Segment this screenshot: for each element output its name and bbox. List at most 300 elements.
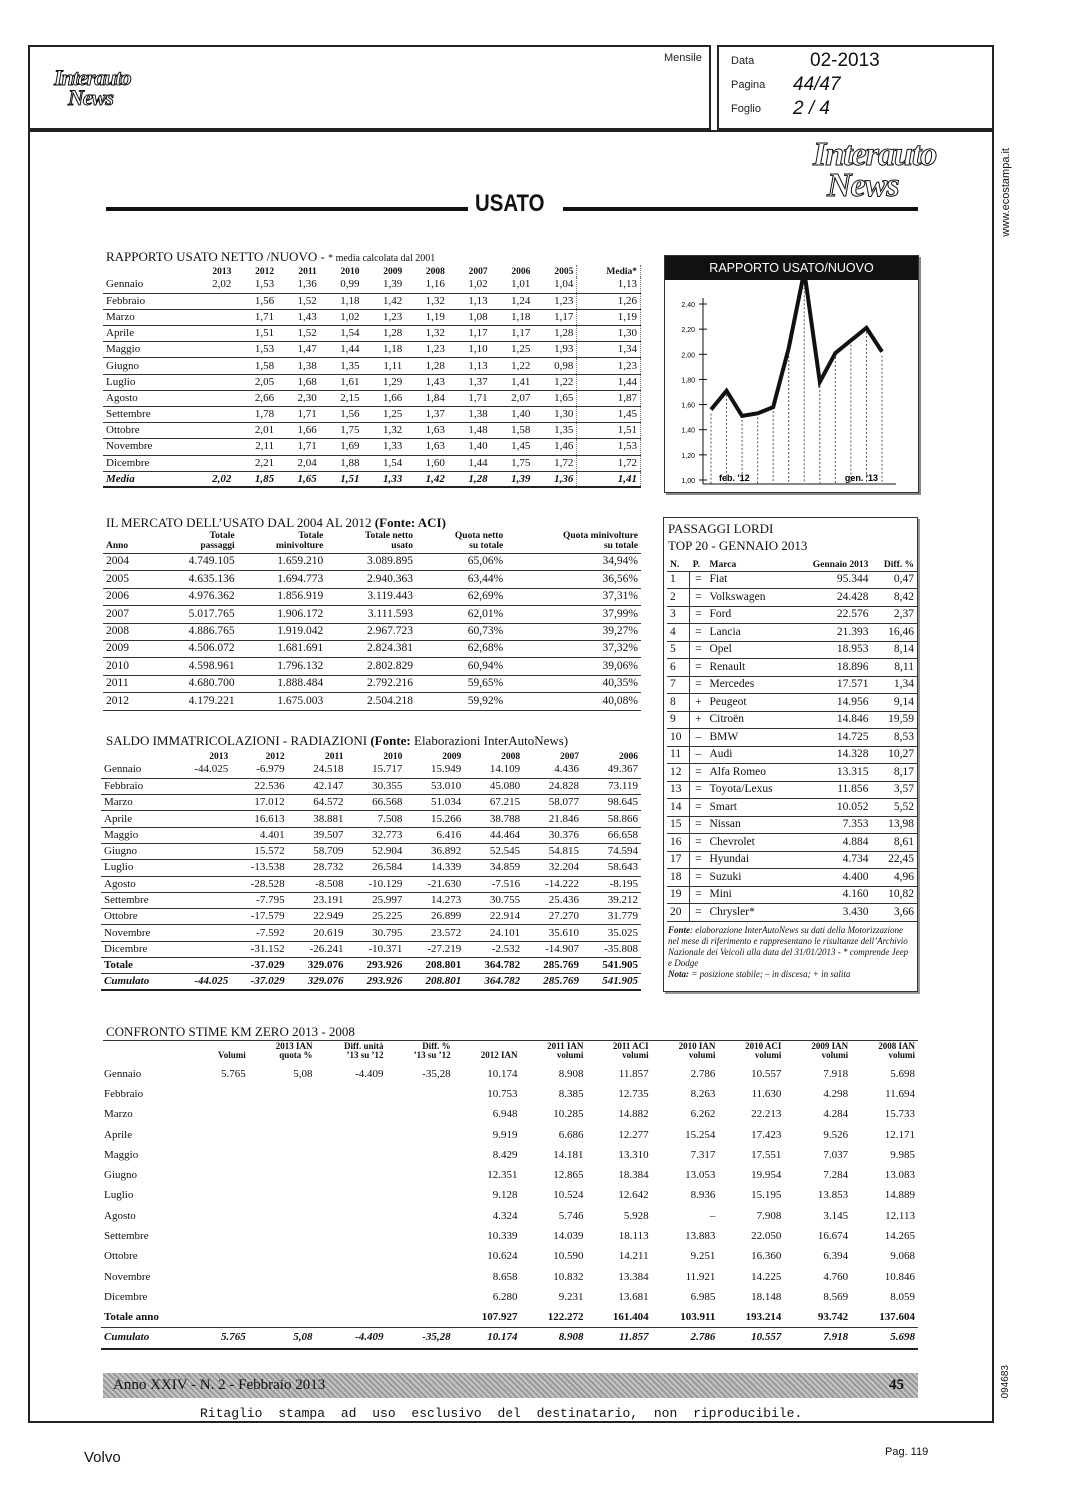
- table-row: [103, 374, 641, 390]
- table-cell: 11.857: [618, 1067, 649, 1080]
- table-cell: 2,04: [277, 455, 320, 471]
- table-cell: 36.892: [405, 843, 464, 859]
- table-cell: 38.788: [464, 811, 523, 827]
- table-cell: 58.077: [523, 795, 582, 811]
- table-cell: 9: [667, 711, 690, 729]
- table-cell: 65,06%: [416, 554, 506, 571]
- table-cell: 1.681.691: [238, 640, 327, 657]
- table-cell: Chrysler*: [706, 904, 793, 922]
- table-cell: 364.782: [464, 958, 523, 974]
- table-cell: 1,32: [363, 423, 406, 439]
- table-cell: 1,75: [320, 423, 363, 439]
- column-header: [506, 532, 641, 554]
- table-cell: 18.113: [618, 1230, 649, 1243]
- x-label-start: feb. '12: [719, 473, 750, 483]
- table-cell: 26.899: [405, 909, 464, 925]
- table-cell: 51.034: [405, 795, 464, 811]
- header-line: 2010 IAN: [678, 1041, 716, 1051]
- table-cell: 66.658: [582, 827, 641, 843]
- table-cell: 541.905: [582, 974, 641, 990]
- table-cell: =: [690, 816, 707, 834]
- table-cell: 6.948: [492, 1108, 518, 1121]
- table-cell: 8,11: [871, 659, 917, 677]
- table-row: [103, 309, 641, 325]
- table-cell: =: [690, 851, 707, 869]
- table-cell: -37.029: [231, 974, 287, 990]
- header-line: Volumi: [218, 1050, 246, 1060]
- table-cell: 1,42: [363, 293, 406, 309]
- table-cell: Settembre: [101, 892, 175, 908]
- header-line: 2008 IAN: [878, 1041, 915, 1051]
- table-cell: 2004: [103, 554, 151, 571]
- table-cell: 15.266: [405, 811, 464, 827]
- usato-rule-left: [106, 207, 468, 211]
- table-row: [101, 1125, 918, 1145]
- table-cell: 1,43: [277, 309, 320, 325]
- table-cell: 16: [667, 834, 690, 852]
- table-cell: 1,61: [320, 374, 363, 390]
- table-cell: 1,23: [405, 342, 448, 358]
- table-cell: 1,02: [320, 309, 363, 325]
- table-cell: 8,14: [871, 641, 917, 659]
- table-cell: 1,11: [363, 358, 406, 374]
- table-cell: =: [690, 869, 707, 887]
- table-cell: 329.076: [288, 958, 347, 974]
- table-cell: 15.195: [751, 1189, 782, 1202]
- table-cell: 2,66: [234, 390, 277, 406]
- header-line: Totale: [209, 531, 235, 541]
- table-cell: 2.824.381: [326, 640, 416, 657]
- table-cell: 4.886.765: [151, 623, 237, 640]
- table-cell: 15.733: [884, 1108, 915, 1121]
- table-cell: –: [690, 729, 707, 747]
- table-cell: -17.579: [231, 909, 287, 925]
- column-header: Media*: [577, 265, 641, 277]
- table-cell: 1,36: [277, 277, 320, 293]
- table-cell: 58.709: [288, 843, 347, 859]
- table-cell: 1,66: [363, 390, 406, 406]
- table-cell: =: [690, 571, 707, 589]
- table-cell: Gennaio: [104, 1067, 142, 1080]
- table-cell: 3.089.895: [326, 554, 416, 571]
- table-cell: 10.624: [487, 1250, 518, 1263]
- table-cell: 1,88: [320, 455, 363, 471]
- table-cell: 53.010: [405, 778, 464, 794]
- table-cell: 12: [667, 764, 690, 782]
- table-cell: Volkswagen: [706, 589, 793, 607]
- table-row: [101, 811, 641, 827]
- y-tick-label: 2,20: [681, 327, 695, 335]
- table-cell: 31.779: [582, 909, 641, 925]
- table-cell: 1,38: [277, 358, 320, 374]
- table-cell: 1,51: [234, 326, 277, 342]
- table-cell: [249, 1308, 316, 1328]
- column-header: 2008: [501, 751, 521, 762]
- table-cell: [315, 1105, 386, 1125]
- table-cell: 2008: [103, 623, 151, 640]
- table-cell: Luglio: [104, 1189, 134, 1202]
- table-cell: 8,17: [871, 764, 917, 782]
- table-cell: 1,66: [277, 423, 320, 439]
- series-line: [711, 280, 882, 416]
- table-cell: 1,42: [405, 471, 448, 487]
- table-row: [103, 326, 641, 342]
- table-cell: 1,13: [448, 293, 491, 309]
- table-cell: 7.317: [690, 1148, 716, 1161]
- disclaimer: Ritaglio stampa ad uso esclusivo del destinatario, non riproducibile.: [200, 1406, 803, 1421]
- table-cell: 8,42: [871, 589, 917, 607]
- table-row: [667, 869, 917, 887]
- table-row: [101, 1186, 918, 1206]
- table-cell: 10.846: [884, 1270, 915, 1283]
- table-cell: 26.584: [346, 860, 405, 876]
- table-row: [101, 1247, 918, 1267]
- table-cell: 13.384: [618, 1270, 649, 1283]
- table-cell: [315, 1206, 386, 1226]
- table-cell: =: [690, 641, 707, 659]
- table-cell: 1,30: [577, 326, 641, 342]
- table-cell: 14.882: [618, 1108, 649, 1121]
- table-cell: =: [690, 799, 707, 817]
- table-cell: 1,68: [277, 374, 320, 390]
- table-cell: 13: [667, 781, 690, 799]
- saldo-title: SALDO IMMATRICOLAZIONI - RADIAZIONI (Fonte: Elaborazioni InterAutoNews): [106, 733, 569, 748]
- table-cell: 17.571: [794, 676, 872, 694]
- table-cell: Novembre: [103, 439, 192, 455]
- table-cell: 4.160: [794, 886, 872, 904]
- table-cell: [315, 1287, 386, 1307]
- table-cell: 8.658: [492, 1270, 518, 1283]
- table-cell: 4.749.105: [151, 554, 237, 571]
- column-header: [718, 1042, 784, 1064]
- table-cell: 1,63: [405, 423, 448, 439]
- table-cell: 4: [667, 624, 690, 642]
- table-cell: 1,18: [320, 293, 363, 309]
- rapporto-chart: [664, 255, 919, 493]
- table-cell: 20: [667, 904, 690, 922]
- table-cell: [192, 455, 235, 471]
- section-title-usato: USATO: [475, 190, 545, 217]
- table-cell: 37,99%: [506, 606, 641, 623]
- table-cell: 62,68%: [416, 640, 506, 657]
- table-row: [101, 1206, 918, 1226]
- table-cell: 2007: [103, 606, 151, 623]
- table-cell: 3: [667, 606, 690, 624]
- table-cell: 6.686: [558, 1128, 584, 1141]
- column-header: [784, 1042, 851, 1064]
- table-cell: 16.613: [231, 811, 287, 827]
- table-cell: 12.351: [487, 1169, 518, 1182]
- table-cell: 1,25: [363, 407, 406, 423]
- column-header: 2008: [425, 266, 445, 277]
- table-cell: 1,58: [234, 358, 277, 374]
- table-cell: 15.717: [346, 762, 405, 778]
- header-line: volumi: [754, 1050, 782, 1060]
- table-row: [103, 407, 641, 423]
- table-cell: [315, 1084, 386, 1104]
- table-cell: 42.147: [288, 778, 347, 794]
- table-cell: Chevrolet: [706, 834, 793, 852]
- pagina-value: 44/47: [793, 74, 841, 95]
- table-cell: 1: [667, 571, 690, 589]
- table-cell: 52.545: [464, 843, 523, 859]
- table-cell: [387, 1186, 454, 1206]
- table-cell: =: [690, 676, 707, 694]
- table-cell: 1,39: [491, 471, 534, 487]
- column-header: N.: [667, 557, 690, 571]
- table-cell: [192, 374, 235, 390]
- table-cell: [249, 1084, 316, 1104]
- table-row: [101, 909, 641, 925]
- header-line: 2010 ACI: [745, 1041, 782, 1051]
- interauto-logo-small: Interauto News: [54, 65, 131, 110]
- table-cell: 21.846: [523, 811, 582, 827]
- table-cell: 52.904: [346, 843, 405, 859]
- table-cell: [175, 958, 231, 974]
- table-cell: 22.949: [288, 909, 347, 925]
- table-cell: 1,19: [577, 309, 641, 325]
- table-cell: 11.857: [586, 1328, 651, 1349]
- table-cell: -8.508: [288, 876, 347, 892]
- table-cell: 10.557: [718, 1328, 784, 1349]
- table-row: [101, 1145, 918, 1165]
- table-cell: 1.888.484: [238, 675, 327, 692]
- table-row: [101, 778, 641, 794]
- table-cell: [387, 1125, 454, 1145]
- table-cell: 4.179.221: [151, 693, 237, 710]
- table-cell: -13.538: [231, 860, 287, 876]
- header-line: Totale: [298, 531, 324, 541]
- table-cell: 1,34: [577, 342, 641, 358]
- table-row: [101, 892, 641, 908]
- table-cell: 8.908: [558, 1067, 584, 1080]
- table-cell: 285.769: [523, 974, 582, 990]
- table-cell: 1,17: [491, 326, 534, 342]
- column-header: 2006: [511, 266, 531, 277]
- table-cell: [175, 941, 231, 957]
- table-cell: 2,21: [234, 455, 277, 471]
- table-cell: -6.979: [231, 762, 287, 778]
- table-cell: 5: [667, 641, 690, 659]
- table-cell: 1,33: [363, 439, 406, 455]
- table-cell: [196, 1287, 249, 1307]
- table-row: [103, 693, 641, 710]
- table-cell: 10.753: [487, 1087, 518, 1100]
- table-cell: -35,28: [422, 1067, 451, 1080]
- column-header: [101, 1042, 196, 1064]
- table-row: [101, 876, 641, 892]
- table-cell: -31.152: [231, 941, 287, 957]
- table-cell: [387, 1308, 454, 1328]
- table-cell: 22,45: [871, 851, 917, 869]
- table-cell: Peugeot: [706, 694, 793, 712]
- table-cell: 2.792.216: [326, 675, 416, 692]
- table-cell: Dicembre: [104, 1290, 148, 1303]
- table-cell: 23.572: [405, 925, 464, 941]
- table-cell: [196, 1186, 249, 1206]
- table-cell: [315, 1186, 386, 1206]
- table-cell: 1,53: [234, 342, 277, 358]
- y-tick-label: 1,80: [681, 377, 695, 385]
- table-cell: 4.635.136: [151, 571, 237, 588]
- table-cell: [387, 1226, 454, 1246]
- table-cell: 10.590: [553, 1250, 584, 1263]
- confronto-rule: [103, 1040, 918, 1041]
- table-cell: [196, 1308, 249, 1328]
- table-row: [103, 606, 641, 623]
- table-cell: [192, 326, 235, 342]
- column-header: Gennaio 2013: [794, 557, 872, 571]
- table-cell: [315, 1125, 386, 1145]
- table-cell: 14.725: [794, 729, 872, 747]
- table-cell: 5.765: [196, 1328, 249, 1349]
- table-row: [667, 904, 917, 922]
- table-row: [103, 658, 641, 675]
- table-cell: 6.394: [823, 1250, 849, 1263]
- table-cell: 1,22: [533, 374, 577, 390]
- column-header: 2009: [442, 751, 462, 762]
- header-line: Quota netto: [454, 531, 504, 541]
- header-line: quota %: [279, 1050, 313, 1060]
- table-row: [667, 694, 917, 712]
- header-line: ’13 su ’12: [346, 1050, 384, 1060]
- table-row: [667, 886, 917, 904]
- table-cell: –: [709, 1209, 716, 1222]
- table-cell: 1,08: [448, 309, 491, 325]
- header-line: Anno: [106, 540, 129, 551]
- table-cell: 6: [667, 659, 690, 677]
- table-cell: 1,32: [405, 326, 448, 342]
- table-cell: 208.801: [405, 958, 464, 974]
- table-cell: [315, 1165, 386, 1185]
- table-cell: 1,28: [448, 471, 491, 487]
- table-cell: 39,06%: [506, 658, 641, 675]
- passaggi-table: [667, 557, 917, 922]
- table-cell: 22.213: [751, 1108, 782, 1121]
- table-cell: 10: [667, 729, 690, 747]
- table-row: [101, 1287, 918, 1307]
- table-row: [103, 423, 641, 439]
- table-cell: 9,14: [871, 694, 917, 712]
- table-row: [103, 471, 641, 487]
- table-cell: [387, 1267, 454, 1287]
- table-cell: 1,37: [405, 407, 448, 423]
- table-cell: 329.076: [288, 974, 347, 990]
- table-cell: 3.119.443: [326, 588, 416, 605]
- table-cell: 2,02: [192, 471, 235, 487]
- table-cell: -4.409: [355, 1067, 384, 1080]
- header-line: Quota minivolture: [562, 531, 638, 541]
- table-row: [667, 659, 917, 677]
- issue-band: [103, 1373, 918, 1398]
- table-cell: 2,37: [871, 606, 917, 624]
- table-cell: 13.681: [618, 1290, 649, 1303]
- table-cell: 1,25: [491, 342, 534, 358]
- table-cell: 7.353: [794, 816, 872, 834]
- table-cell: 27.270: [523, 909, 582, 925]
- table-cell: 1,23: [533, 293, 577, 309]
- table-cell: [192, 358, 235, 374]
- column-header: [586, 1042, 651, 1064]
- table-row: [667, 676, 917, 694]
- table-cell: 8.385: [558, 1087, 584, 1100]
- table-cell: 1,53: [577, 439, 641, 455]
- table-cell: 35.025: [582, 925, 641, 941]
- column-header: [416, 532, 506, 554]
- table-cell: 0,99: [320, 277, 363, 293]
- table-cell: [192, 390, 235, 406]
- column-header: 2011: [325, 751, 344, 762]
- table-cell: [249, 1226, 316, 1246]
- column-header: [101, 750, 175, 762]
- column-header: Diff. %: [871, 557, 917, 571]
- header-line: volumi: [888, 1050, 915, 1060]
- table-cell: -10.129: [346, 876, 405, 892]
- table-cell: Cumulato: [101, 1328, 196, 1349]
- table-cell: 39.212: [582, 892, 641, 908]
- table-cell: 4.734: [794, 851, 872, 869]
- table-cell: 1,54: [363, 455, 406, 471]
- table-row: [103, 293, 641, 309]
- table-cell: 17.423: [751, 1128, 782, 1141]
- table-cell: 1,19: [405, 309, 448, 325]
- table-cell: Ford: [706, 606, 793, 624]
- data-value: 02-2013: [810, 50, 880, 71]
- table-cell: 12.277: [618, 1128, 649, 1141]
- table-cell: 1,23: [363, 309, 406, 325]
- table-cell: 1,16: [405, 277, 448, 293]
- table-row: [101, 974, 641, 990]
- column-header: [387, 1042, 454, 1064]
- table-cell: 39.507: [288, 827, 347, 843]
- table-cell: 15: [667, 816, 690, 834]
- table-row: [103, 554, 641, 571]
- column-header: 2013: [212, 266, 232, 277]
- column-header: 2010: [383, 751, 403, 762]
- table-cell: 1,38: [448, 407, 491, 423]
- footer-company: Volvo: [84, 1449, 121, 1466]
- rapporto-title: RAPPORTO USATO NETTO /NUOVO - * media calcolata dal 2001: [106, 249, 436, 264]
- table-cell: 1,56: [234, 293, 277, 309]
- table-cell: -27.219: [405, 941, 464, 957]
- table-cell: [175, 876, 231, 892]
- table-row: [101, 1064, 918, 1084]
- table-cell: 1,63: [405, 439, 448, 455]
- table-cell: 45.080: [464, 778, 523, 794]
- table-cell: 1,01: [491, 277, 534, 293]
- column-header: 2013: [209, 751, 229, 762]
- table-cell: 13.053: [685, 1169, 716, 1182]
- table-cell: 2.786: [652, 1328, 719, 1349]
- table-cell: 35.610: [523, 925, 582, 941]
- table-cell: 14.265: [884, 1230, 915, 1243]
- table-cell: 8.263: [690, 1087, 716, 1100]
- table-row: [667, 781, 917, 799]
- foglio-value: 2 / 4: [793, 98, 830, 119]
- table-row: [103, 342, 641, 358]
- table-cell: 10,27: [871, 746, 917, 764]
- table-cell: 5,52: [871, 799, 917, 817]
- column-header: 2010: [340, 266, 360, 277]
- table-cell: Marzo: [103, 309, 192, 325]
- table-cell: 137.604: [851, 1308, 918, 1328]
- table-cell: Giugno: [101, 843, 175, 859]
- table-cell: –: [690, 746, 707, 764]
- table-cell: 2.504.218: [326, 693, 416, 710]
- column-header: [520, 1042, 586, 1064]
- table-cell: Agosto: [103, 390, 192, 406]
- saldo-table: [101, 750, 641, 991]
